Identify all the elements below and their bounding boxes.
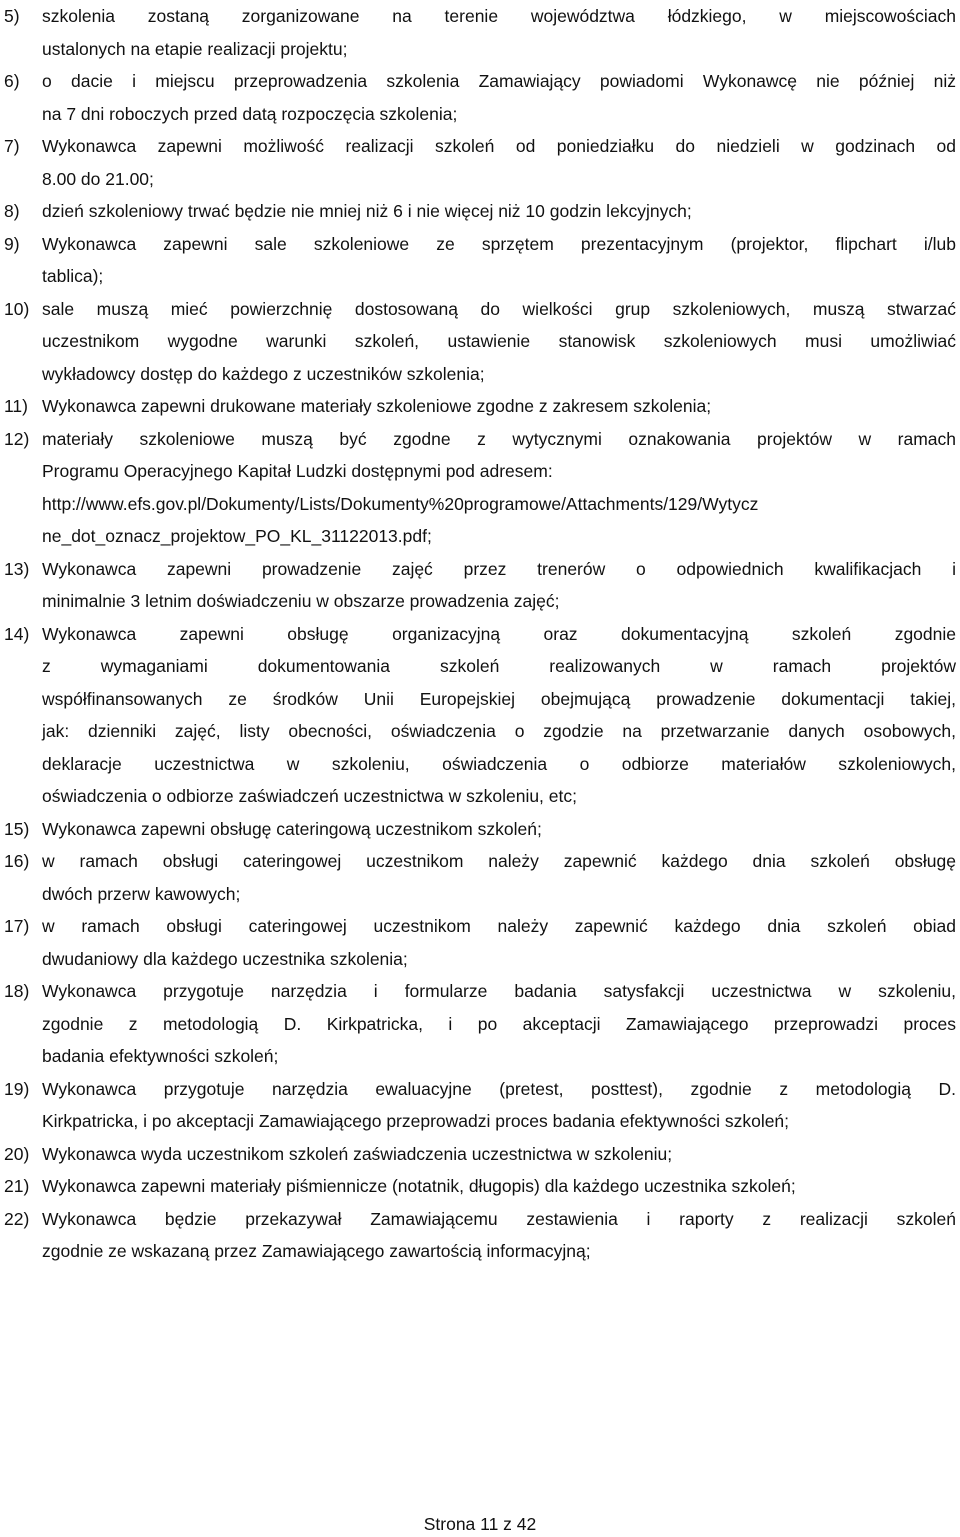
- list-item-text: deklaracje uczestnictwa w szkoleniu, oświadczenia o odbiorze materiałów szkoleniowych,: [42, 753, 956, 774]
- list-item: [0, 1203, 960, 1268]
- list-item: [0, 618, 960, 813]
- list-item: [0, 0, 960, 65]
- list-item-text: Kirkpatricka, i po akceptacji Zamawiającego przeprowadzi proces badania efektywności szkoleń;: [42, 1111, 790, 1131]
- page-number: Strona 11 z 42: [423, 1514, 537, 1534]
- list-item-text: Wykonawca zapewni drukowane materiały szkoleniowe zgodne z zakresem szkolenia;: [42, 396, 712, 416]
- list-item-number: 14): [4, 623, 30, 644]
- list-item-text: sale muszą mieć powierzchnię dostosowaną do wielkości grup szkoleniowych, muszą stwarzać: [42, 298, 956, 319]
- list-item: [0, 553, 960, 618]
- list-item-number: 22): [4, 1208, 30, 1229]
- list-item-text: materiały szkoleniowe muszą być zgodne z wytycznymi oznakowania projektów w ramach: [42, 428, 956, 449]
- list-item: [0, 423, 960, 553]
- list-item: [0, 1073, 960, 1138]
- list-item-number: 5): [4, 6, 20, 26]
- list-item: [0, 390, 960, 423]
- list-item-text: Wykonawca wyda uczestnikom szkoleń zaświadczenia uczestnictwa w szkoleniu;: [42, 1143, 673, 1164]
- list-item-number: 21): [4, 1176, 30, 1196]
- list-item-text: minimalnie 3 letnim doświadczeniu w obszarze prowadzenia zajęć;: [42, 591, 560, 611]
- list-item-text: zgodnie ze wskazaną przez Zamawiającego zawartością informacyjną;: [42, 1241, 591, 1261]
- list-item: [0, 1138, 960, 1171]
- list-item-number: 12): [4, 428, 30, 449]
- list-item-text: Wykonawca będzie przekazywał Zamawiającemu zestawienia i raporty z realizacji szkoleń: [42, 1208, 956, 1229]
- list-item-text: wykładowcy dostęp do każdego z uczestników szkolenia;: [42, 363, 485, 384]
- list-item-text: badania efektywności szkoleń;: [42, 1046, 279, 1066]
- list-item: [0, 910, 960, 975]
- list-item-text: na 7 dni roboczych przed datą rozpoczęcia szkolenia;: [42, 103, 458, 124]
- list-item-number: 7): [4, 136, 20, 156]
- list-item-number: 13): [4, 558, 30, 579]
- list-item: [0, 975, 960, 1073]
- list-item-text: Wykonawca zapewni materiały piśmiennicze (notatnik, długopis) dla każdego uczestnika szkoleń;: [42, 1176, 796, 1196]
- list-item-text: zgodnie z metodologią D. Kirkpatricka, i po akceptacji Zamawiającego przeprowadzi proces: [42, 1013, 956, 1034]
- list-item-number: 18): [4, 981, 30, 1001]
- list-item-text: dzień szkoleniowy trwać będzie nie mniej niż 6 i nie więcej niż 10 godzin lekcyjnych;: [42, 201, 692, 221]
- list-item-number: 17): [4, 916, 30, 936]
- list-item-text: ustalonych na etapie realizacji projektu;: [42, 38, 348, 59]
- list-item-text: w ramach obsługi cateringowej uczestnikom należy zapewnić każdego dnia szkoleń obiad: [42, 916, 956, 936]
- list-item-text: Wykonawca zapewni obsługę cateringową uczestnikom szkoleń;: [42, 818, 542, 839]
- list-item-text: tablica);: [42, 266, 104, 286]
- list-item-text: z wymaganiami dokumentowania szkoleń realizowanych w ramach projektów: [42, 656, 956, 676]
- list-item-text: dwudaniowy dla każdego uczestnika szkolenia;: [42, 948, 408, 969]
- list-item: [0, 228, 960, 293]
- list-item: [0, 813, 960, 846]
- list-item-text: w ramach obsługi cateringowej uczestnikom należy zapewnić każdego dnia szkoleń obsługę: [42, 851, 956, 871]
- list-item-text: Wykonawca przygotuje narzędzia ewaluacyjne (pretest, posttest), zgodnie z metodologią D.: [42, 1078, 956, 1099]
- list-item-number: 16): [4, 851, 30, 871]
- list-item: [0, 130, 960, 195]
- list-item-text: współfinansowanych ze środków Unii Europejskiej obejmującą prowadzenie dokumentacji takiej,: [42, 688, 956, 709]
- list-item-text: szkolenia zostaną zorganizowane na terenie województwa łódzkiego, w miejscowościach: [42, 6, 956, 26]
- document-url: ne_dot_oznacz_projektow_PO_KL_31122013.pdf;: [42, 526, 432, 546]
- list-item: [0, 65, 960, 130]
- list-item-text: 8.00 do 21.00;: [42, 168, 154, 189]
- list-item-text: Wykonawca przygotuje narzędzia i formularze badania satysfakcji uczestnictwa w szkoleniu,: [42, 981, 956, 1001]
- list-item-number: 9): [4, 233, 20, 254]
- list-item-text: jak: dzienniki zajęć, listy obecności, oświadczenia o zgodzie na przetwarzanie danych osobowych,: [42, 721, 956, 741]
- list-item-number: 20): [4, 1143, 30, 1164]
- list-item-text: Wykonawca zapewni obsługę organizacyjną oraz dokumentacyjną szkoleń zgodnie: [42, 623, 956, 644]
- list-item: [0, 845, 960, 910]
- list-item: [0, 293, 960, 391]
- list-item-text: Wykonawca zapewni możliwość realizacji szkoleń od poniedziałku do niedzieli w godzinach od: [42, 136, 956, 156]
- list-item-text: Wykonawca zapewni prowadzenie zajęć przez trenerów o odpowiednich kwalifikacjach i: [42, 558, 956, 579]
- list-item-number: 11): [4, 396, 28, 416]
- list-item-text: uczestnikom wygodne warunki szkoleń, ustawienie stanowisk szkoleniowych musi umożliwiać: [42, 331, 956, 351]
- document-url: http://www.efs.gov.pl/Dokumenty/Lists/Dokumenty%20programowe/Attachments/129/Wytycz: [42, 493, 759, 514]
- list-item-number: 10): [4, 298, 30, 319]
- list-item-text: Wykonawca zapewni sale szkoleniowe ze sprzętem prezentacyjnym (projektor, flipchart i/lub: [42, 233, 956, 254]
- list-item-number: 8): [4, 201, 20, 221]
- list-item-text: oświadczenia o odbiorze zaświadczeń uczestnictwa w szkoleniu, etc;: [42, 786, 577, 806]
- list-item-number: 15): [4, 818, 30, 839]
- list-item-text: o dacie i miejscu przeprowadzenia szkolenia Zamawiający powiadomi Wykonawcę nie później niż: [42, 71, 956, 91]
- list-item-number: 19): [4, 1078, 30, 1099]
- list-item-text: dwóch przerw kawowych;: [42, 883, 241, 904]
- list-item: [0, 1170, 960, 1203]
- list-item: [0, 195, 960, 228]
- list-item-text: Programu Operacyjnego Kapitał Ludzki dostępnymi pod adresem:: [42, 461, 553, 481]
- list-item-number: 6): [4, 71, 20, 91]
